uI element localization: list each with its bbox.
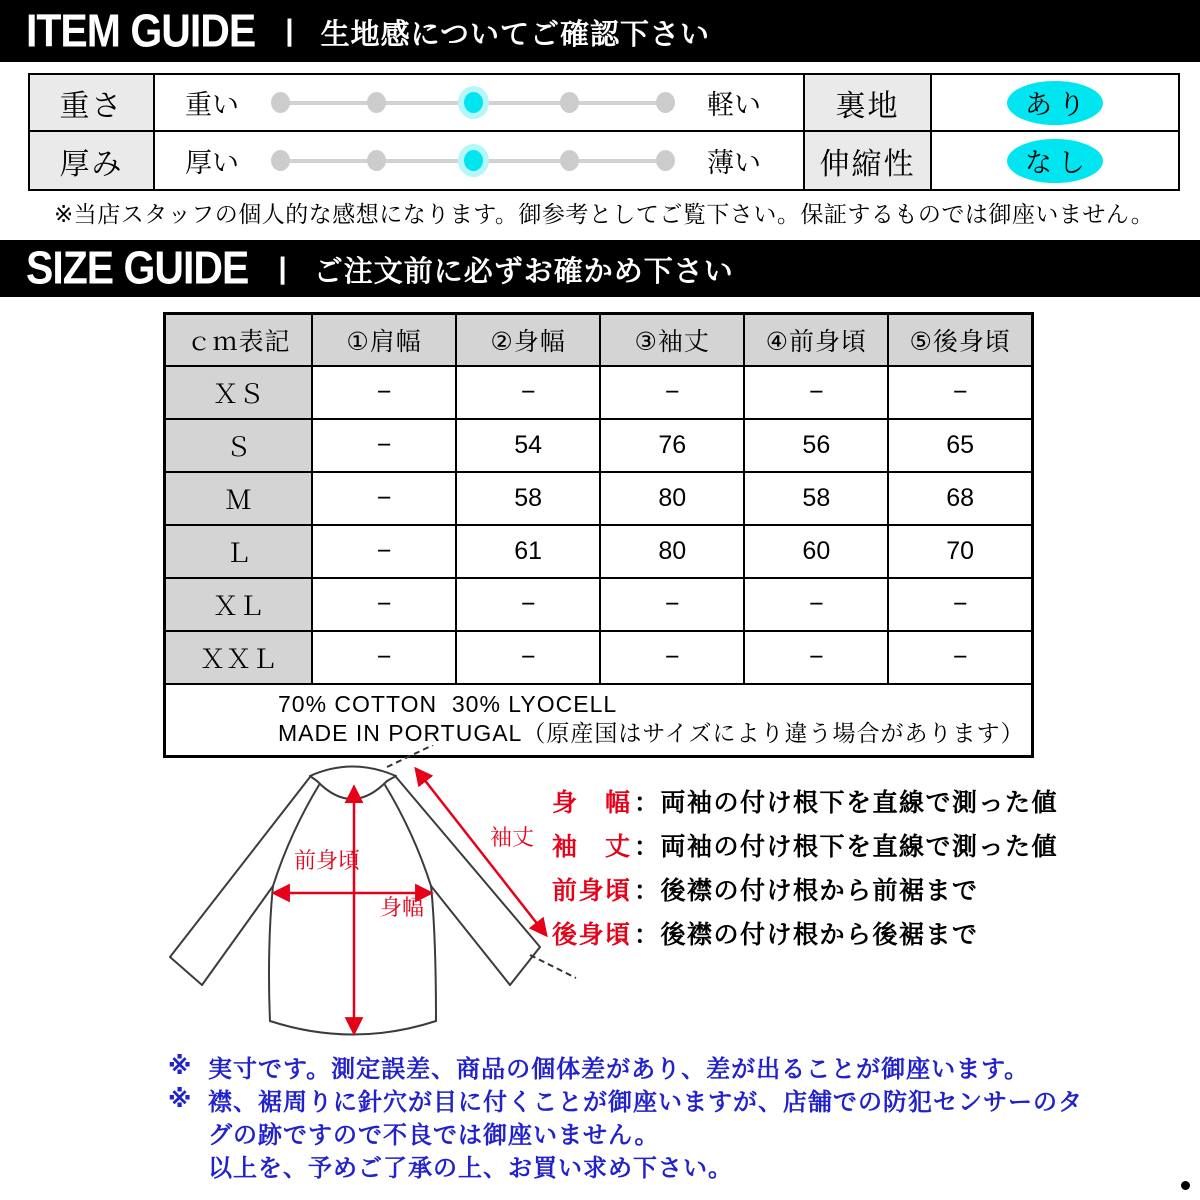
stretch-label: 伸縮性 — [805, 132, 932, 189]
size-row-label: ＸＳ — [165, 366, 313, 419]
legend-colon: ： — [634, 877, 661, 905]
thickness-scale-right-label: 薄い — [707, 148, 761, 178]
size-row-label: Ｌ — [165, 525, 313, 578]
sleeve-length-arrow — [416, 769, 546, 935]
size-table-row — [165, 472, 1033, 525]
slider-dot — [271, 92, 290, 113]
size-value-cell: − — [600, 366, 744, 419]
size-row-label: Ｓ — [165, 419, 313, 472]
size-value-cell: − — [456, 366, 600, 419]
size-value-cell: − — [312, 578, 456, 631]
slider-dot-active — [464, 92, 483, 113]
size-column-header: ｃｍ表記 — [165, 314, 313, 367]
size-column-header: ⑤後身頃 — [888, 314, 1032, 367]
size-value-cell: 70 — [888, 525, 1032, 578]
size-value-cell: − — [312, 472, 456, 525]
size-value-cell: 58 — [456, 472, 600, 525]
note-line — [168, 1116, 1083, 1149]
weight-slider-cell — [155, 75, 805, 132]
size-value-cell: 61 — [456, 525, 600, 578]
slider-dot — [367, 150, 386, 171]
size-value-cell: − — [456, 578, 600, 631]
fabric-feel-table — [28, 73, 1180, 191]
slider-dot — [560, 150, 579, 171]
thickness-row-label: 厚み — [30, 132, 155, 189]
banner-separator: | — [285, 14, 294, 47]
legend-colon: ： — [634, 789, 661, 817]
size-value-cell: − — [312, 631, 456, 684]
body-width-diagram-label: 身幅 — [379, 895, 425, 920]
size-value-cell: − — [888, 366, 1032, 419]
size-value-cell: 80 — [600, 525, 744, 578]
weight-row-label: 重さ — [30, 75, 155, 132]
note-text: 襟、裾周りに針穴が目に付くことが御座いますが、店舗での防犯センサーのタ — [208, 1089, 1083, 1116]
size-table-row — [165, 525, 1033, 578]
legend-row — [552, 823, 1058, 867]
size-column-header: ④前身頃 — [744, 314, 888, 367]
legend-term: 袖 丈 — [552, 833, 632, 861]
lining-value-cell — [932, 75, 1178, 132]
size-table-row — [165, 419, 1033, 472]
size-value-cell: 68 — [888, 472, 1032, 525]
size-value-cell: − — [888, 631, 1032, 684]
measurement-legend — [552, 779, 1058, 955]
size-value-cell: − — [312, 366, 456, 419]
size-column-header: ③袖丈 — [600, 314, 744, 367]
size-value-cell: − — [312, 525, 456, 578]
stretch-value-badge: なし — [1007, 139, 1103, 183]
item-guide-banner — [0, 0, 1200, 62]
size-table-row — [165, 631, 1033, 684]
size-guide-banner — [0, 240, 1200, 297]
size-value-cell: 65 — [888, 419, 1032, 472]
legend-definition: 後襟の付け根から前裾まで — [660, 877, 979, 905]
size-row-label: ＸＬ — [165, 578, 313, 631]
stretch-value-cell — [932, 132, 1178, 189]
size-value-cell: − — [312, 419, 456, 472]
dot-marker — [1181, 1181, 1190, 1190]
size-value-cell: − — [744, 631, 888, 684]
note-text: グの跡ですので不良では御座いません。 — [208, 1122, 660, 1149]
slider-dot — [271, 150, 290, 171]
size-value-cell: 80 — [600, 472, 744, 525]
size-row-label: ＸＸＬ — [165, 631, 313, 684]
legend-colon: ： — [634, 921, 661, 949]
weight-scale-right-label: 軽い — [707, 90, 761, 120]
slider-dot — [560, 92, 579, 113]
legend-definition: 両袖の付け根下を直線で測った値 — [660, 833, 1059, 861]
legend-definition: 両袖の付け根下を直線で測った値 — [660, 789, 1059, 817]
slider-dot — [656, 150, 675, 171]
size-value-cell: 58 — [744, 472, 888, 525]
material-info-line: MADE IN PORTUGAL（原産国はサイズにより違う場合があります） — [278, 720, 1025, 746]
size-table-row — [165, 366, 1033, 419]
lining-label: 裏地 — [805, 75, 932, 132]
size-value-cell: 56 — [744, 419, 888, 472]
thickness-scale-left-label: 厚い — [185, 148, 239, 178]
legend-definition: 後襟の付け根から後裾まで — [660, 921, 979, 949]
size-value-cell: − — [600, 578, 744, 631]
note-text: 以上を、予めご了承の上、お買い求め下さい。 — [208, 1155, 733, 1182]
sleeve-length-diagram-label: 袖丈 — [489, 825, 535, 850]
size-column-header: ①肩幅 — [312, 314, 456, 367]
staff-disclaimer: ※当店スタッフの個人的な感想になります。御参考としてご覧下さい。保証するものでは御座いません。 — [54, 201, 1155, 227]
size-guide-title: SIZE GUIDE — [26, 242, 249, 294]
lining-value-badge: あり — [1007, 81, 1103, 125]
size-guide-subtitle: ご注文前に必ずお確かめ下さい — [313, 256, 734, 288]
front-length-diagram-label: 前身頃 — [293, 848, 361, 873]
size-value-cell: 54 — [456, 419, 600, 472]
size-value-cell: − — [888, 578, 1032, 631]
item-guide-title: ITEM GUIDE — [26, 4, 256, 57]
legend-row — [552, 911, 1058, 955]
note-line — [168, 1050, 1083, 1083]
size-value-cell: − — [600, 631, 744, 684]
note-asterisk-mark: ※ — [168, 1053, 193, 1080]
item-guide-subtitle: 生地感についてご確認下さい — [320, 18, 711, 51]
legend-term: 身 幅 — [552, 789, 632, 817]
dashed-guide-lines — [387, 745, 576, 978]
legend-colon: ： — [634, 833, 661, 861]
size-row-label: Ｍ — [165, 472, 313, 525]
banner-separator: | — [278, 251, 287, 285]
size-table-row — [165, 578, 1033, 631]
note-line — [168, 1149, 1083, 1182]
note-asterisk-mark: ※ — [168, 1086, 193, 1113]
slider-dot — [656, 92, 675, 113]
size-value-cell: − — [456, 631, 600, 684]
size-table — [163, 312, 1034, 758]
legend-term: 前身頃 — [552, 877, 632, 905]
legend-term: 後身頃 — [552, 921, 632, 949]
thickness-slider — [271, 132, 675, 189]
weight-scale-left-label: 重い — [185, 90, 239, 120]
size-value-cell: − — [744, 578, 888, 631]
size-value-cell: 60 — [744, 525, 888, 578]
slider-dot — [367, 92, 386, 113]
thickness-slider-cell — [155, 132, 805, 189]
size-value-cell: − — [744, 366, 888, 419]
weight-slider — [271, 75, 675, 130]
legend-row — [552, 779, 1058, 823]
slider-dot-active — [464, 150, 483, 171]
size-value-cell: 76 — [600, 419, 744, 472]
note-text: 実寸です。測定誤差、商品の個体差があり、差が出ることが御座います。 — [208, 1056, 1030, 1083]
material-info-line: 70% COTTON 30% LYOCELL — [278, 691, 618, 717]
legend-row — [552, 867, 1058, 911]
size-column-header: ②身幅 — [456, 314, 600, 367]
size-table-header-row — [165, 314, 1033, 367]
note-line — [168, 1083, 1083, 1116]
caution-notes — [168, 1050, 1083, 1182]
